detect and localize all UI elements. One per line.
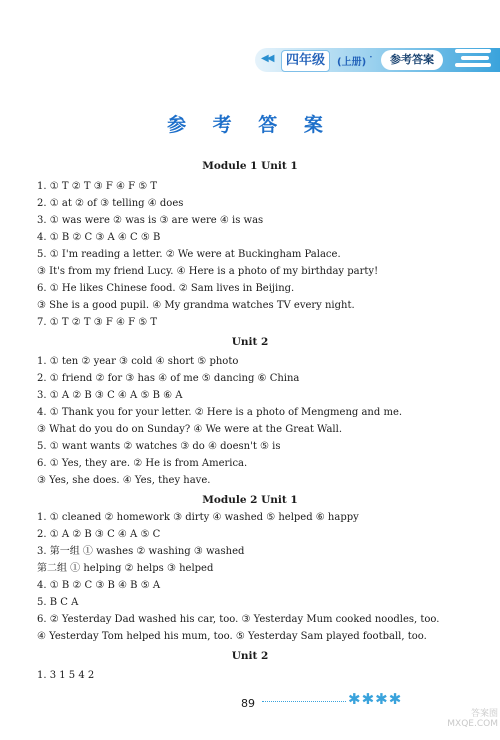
answer-line: ③ She is a good pupil. ④ My grandma watches TV every night. (37, 300, 355, 311)
answer-line: 第二组 ① helping ② helps ③ helped (37, 563, 214, 574)
section-heading-unit2-module2: Unit 2 (231, 650, 269, 662)
answer-line: 6. ② Yesterday Dad washed his car, too. ③ Yesterday Mum cooked noodles, too. (37, 614, 440, 625)
double-arrow-left-icon: ◀◀ (261, 53, 273, 64)
answer-line: 3. ① A ② B ③ C ④ A ⑤ B ⑥ A (37, 390, 183, 401)
page-header (255, 42, 500, 82)
volume-label: (上册) (337, 57, 367, 68)
footer-dotted-line (262, 701, 346, 702)
answer-line: 3. 第一组 ① washes ② washing ③ washed (37, 546, 245, 557)
answer-line: 2. ① A ② B ③ C ④ A ⑤ C (37, 529, 161, 540)
answer-line: 5. B C A (37, 597, 79, 608)
answer-line: 1. 3 1 5 4 2 (37, 670, 95, 681)
answer-line: 4. ① B ② C ③ B ④ B ⑤ A (37, 580, 161, 591)
answer-line: 6. ① He likes Chinese food. ② Sam lives in Beijing. (37, 283, 295, 294)
section-heading-unit2: Unit 2 (231, 336, 269, 348)
answer-line: 4. ① Thank you for your letter. ② Here is a photo of Mengmeng and me. (37, 407, 403, 418)
answer-line: 5. ① want wants ② watches ③ do ④ doesn't ⑤ is (37, 441, 281, 452)
section-heading-module1-unit1: Module 1 Unit 1 (202, 160, 298, 172)
answer-line: 6. ① Yes, they are. ② He is from America. (37, 458, 248, 469)
answer-line: ④ Yesterday Tom helped his mum, too. ⑤ Yesterday Sam played football, too. (37, 631, 427, 642)
answers-label: 参考答案 (381, 50, 443, 70)
header-separator: · (369, 50, 373, 64)
watermark-logo: 答案圈 MXQE.COM (447, 709, 498, 729)
answer-line: 1. ① cleaned ② homework ③ dirty ④ washed ⑤ helped ⑥ happy (37, 512, 359, 523)
page-title: 参 考 答 案 (167, 114, 333, 136)
answer-line: 3. ① was were ② was is ③ are were ④ is was (37, 215, 264, 226)
decorative-lines-icon (455, 46, 495, 74)
answer-line: 7. ① T ② T ③ F ④ F ⑤ T (37, 317, 158, 328)
star-decoration-icon: ✱✱✱✱ (348, 690, 403, 708)
answer-line: 5. ① I'm reading a letter. ② We were at Buckingham Palace. (37, 249, 341, 260)
answer-line: 1. ① T ② T ③ F ④ F ⑤ T (37, 181, 158, 192)
answer-line: 2. ① friend ② for ③ has ④ of me ⑤ dancing ⑥ China (37, 373, 300, 384)
answer-line: ③ It's from my friend Lucy. ④ Here is a photo of my birthday party! (37, 266, 379, 277)
answer-line: ③ Yes, she does. ④ Yes, they have. (37, 475, 211, 486)
answer-line: 4. ① B ② C ③ A ④ C ⑤ B (37, 232, 161, 243)
page-number: 89 (241, 697, 255, 710)
answer-line: 2. ① at ② of ③ telling ④ does (37, 198, 184, 209)
grade-label: 四年级 (281, 50, 330, 72)
section-heading-module2-unit1: Module 2 Unit 1 (202, 494, 298, 506)
answer-line: 1. ① ten ② year ③ cold ④ short ⑤ photo (37, 356, 239, 367)
answer-line: ③ What do you do on Sunday? ④ We were at the Great Wall. (37, 424, 342, 435)
